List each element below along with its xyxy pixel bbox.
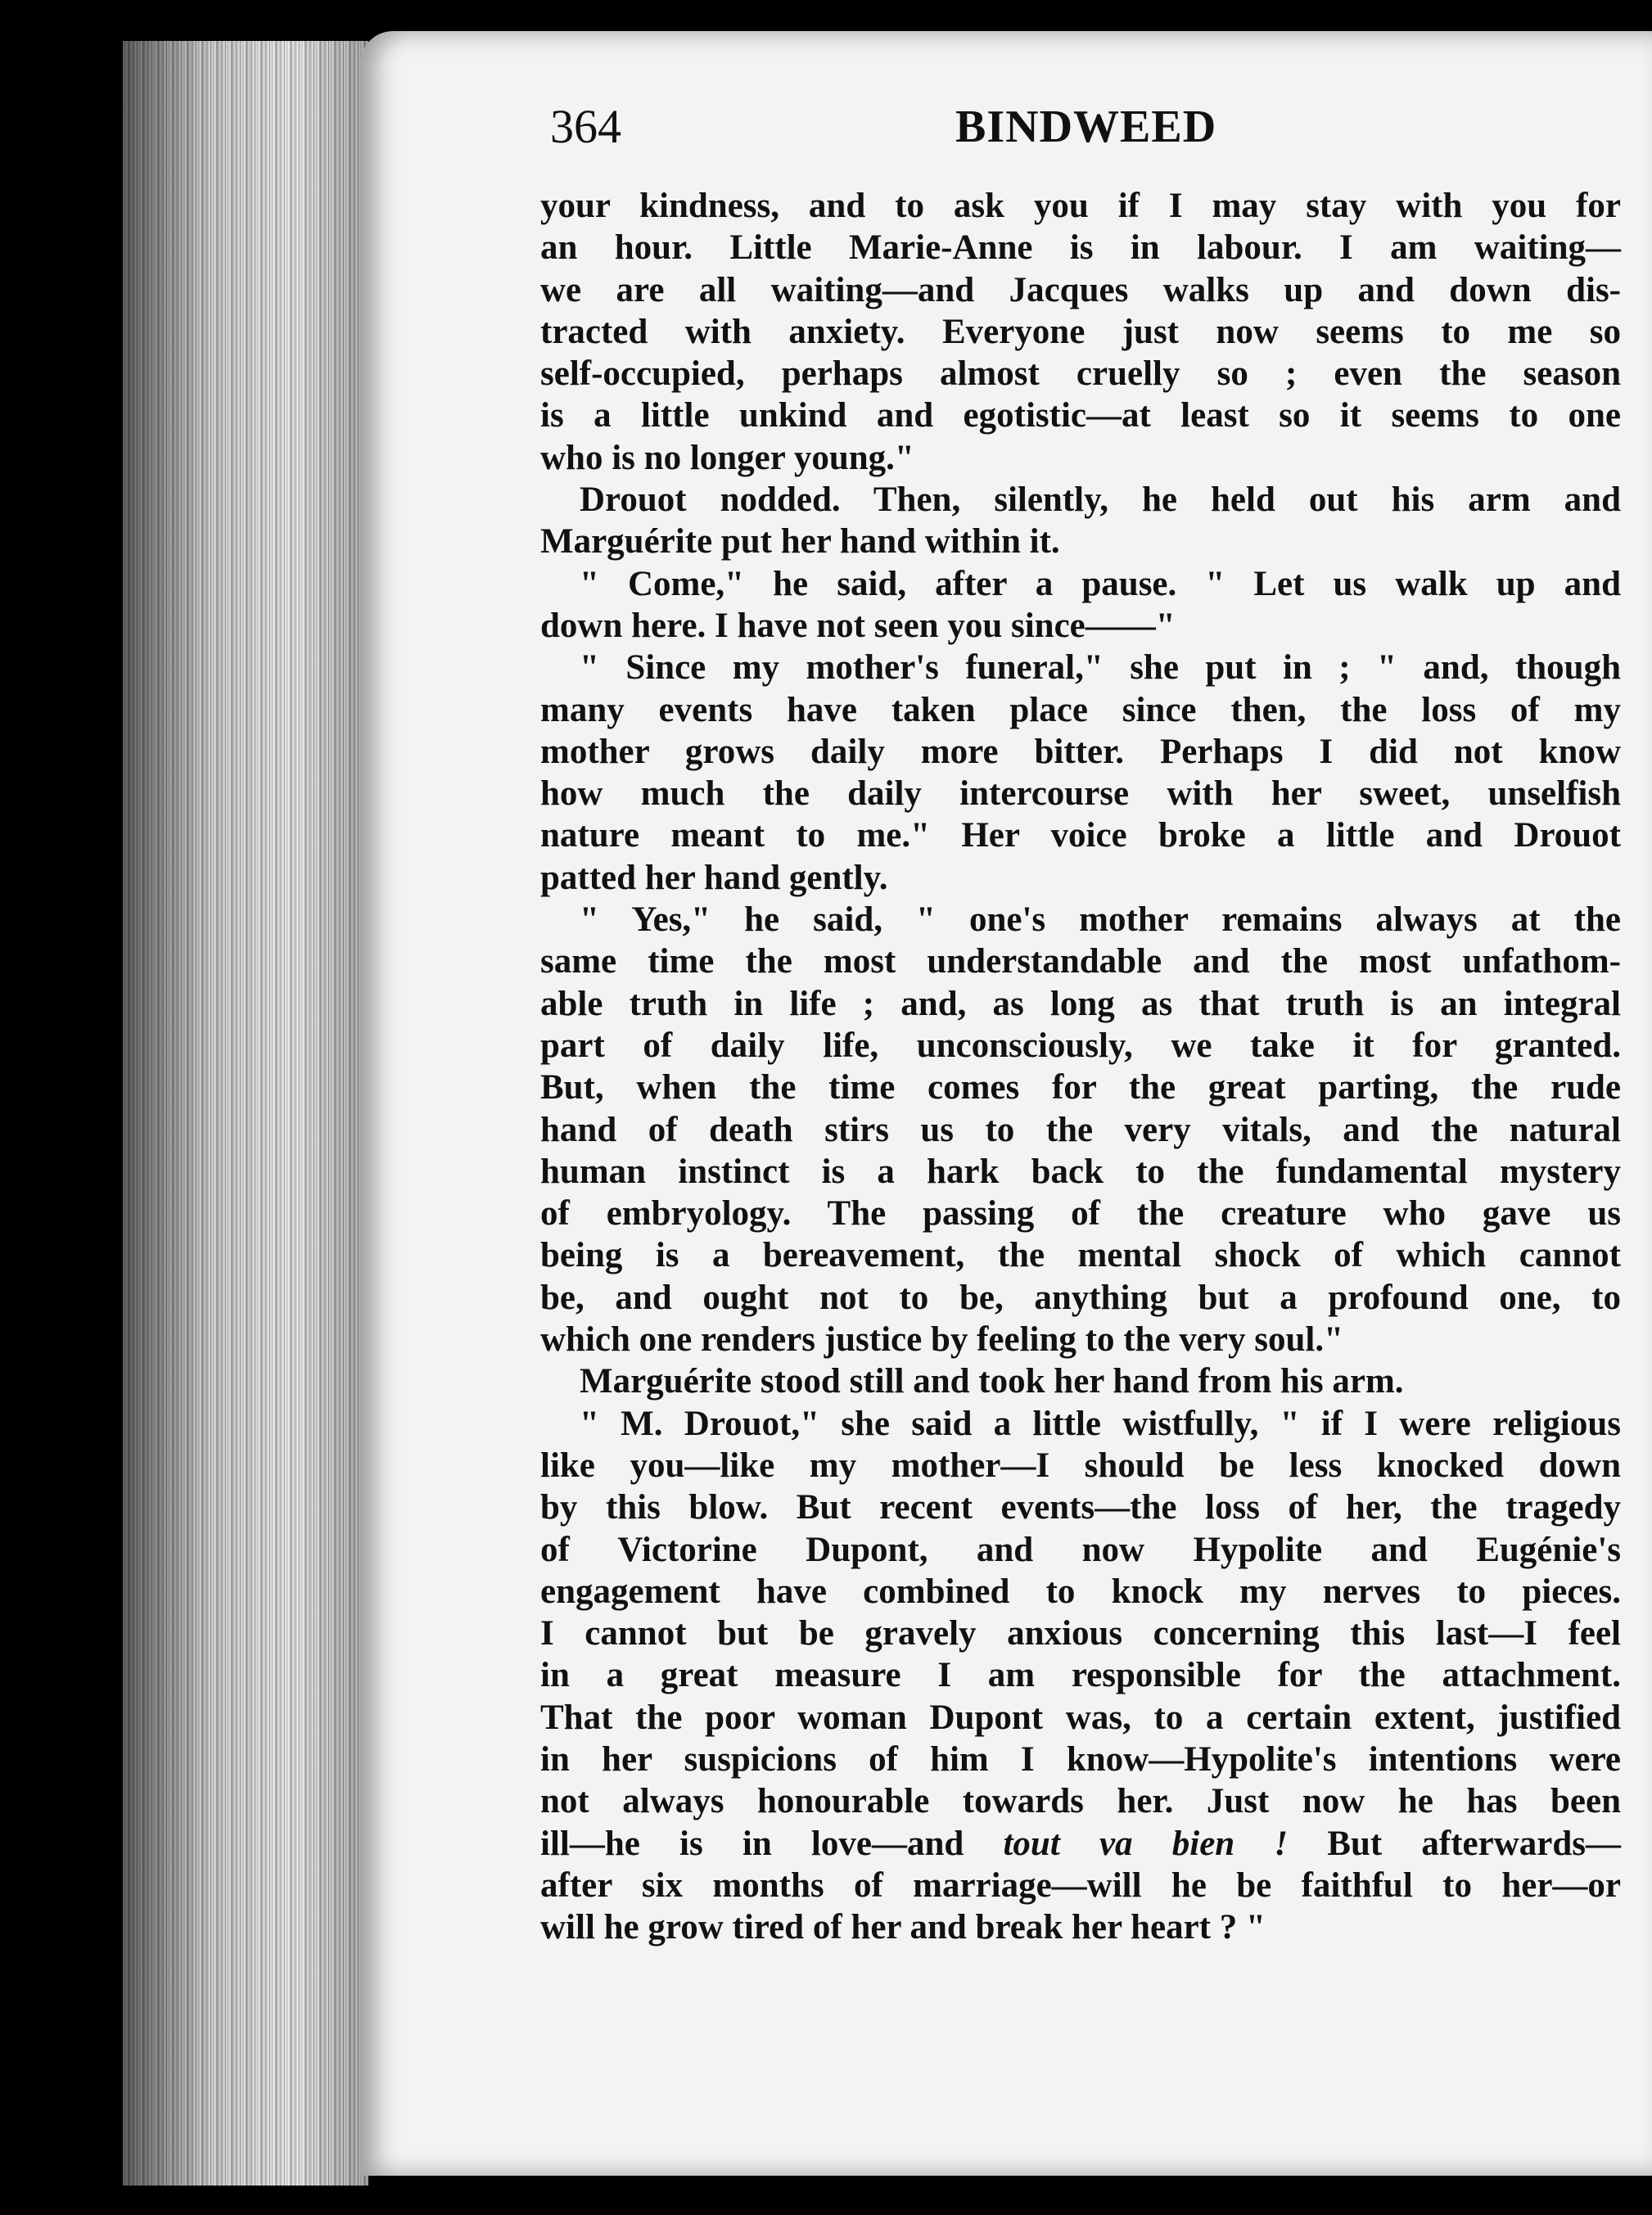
text-line: an hour. Little Marie-Anne is in labour. I am waiting— — [540, 228, 1621, 268]
text-line: who is no longer young." — [540, 438, 914, 477]
text-line: patted her hand gently. — [540, 858, 888, 897]
text-line: tracted with anxiety. Everyone just now seems to me so — [540, 312, 1621, 351]
text-line: self-occupied, perhaps almost cruelly so ; even the season — [540, 354, 1621, 394]
text-line: of embryology. The passing of the creature who gave us — [540, 1194, 1621, 1234]
text-line: part of daily life, unconsciously, we take it for granted. — [540, 1026, 1621, 1065]
text-line: after six months of marriage—will he be faithful to her—or — [540, 1865, 1621, 1905]
text-line: same time the most understandable and the most unfathom- — [540, 942, 1621, 981]
running-head — [550, 98, 1623, 156]
text-line: in her suspicions of him I know—Hypolite's intentions were — [540, 1739, 1621, 1779]
text-line: " M. Drouot," she said a little wistfully, " if I were religious — [580, 1404, 1621, 1443]
text-line: " Yes," he said, " one's mother remains always at the — [580, 900, 1621, 940]
text-segment: ill—he is in love—and — [540, 1824, 1004, 1863]
text-line: like you—like my mother—I should be less knocked down — [540, 1446, 1621, 1485]
text-line: engagement have combined to knock my nerves to pieces. — [540, 1572, 1621, 1611]
text-line: That the poor woman Dupont was, to a certain extent, justified — [540, 1698, 1621, 1737]
text-line: many events have taken place since then, the loss of my — [540, 690, 1621, 729]
text-line: we are all waiting—and Jacques walks up and down dis- — [540, 270, 1621, 309]
text-line: able truth in life ; and, as long as that truth is an integral — [540, 984, 1621, 1023]
text-line: mother grows daily more bitter. Perhaps I did not know — [540, 732, 1621, 771]
page-number: 364 — [550, 100, 621, 153]
text-line: Marguérite put her hand within it. — [540, 522, 1060, 562]
text-line: Drouot nodded. Then, silently, he held out his arm and — [580, 480, 1621, 520]
text-line: " Come," he said, after a pause. " Let us walk up and — [580, 564, 1621, 603]
text-line: how much the daily intercourse with her sweet, unselfish — [540, 774, 1621, 814]
italic-phrase: tout va bien ! — [1003, 1824, 1289, 1863]
text-line: of Victorine Dupont, and now Hypolite and Eugénie's — [540, 1530, 1621, 1569]
book-page-edges — [123, 41, 368, 2186]
text-line: hand of death stirs us to the very vitals, and the natural — [540, 1110, 1621, 1149]
text-line-mixed — [540, 1823, 1621, 1865]
text-line: be, and ought not to be, anything but a profound one, to — [540, 1278, 1621, 1317]
text-line: down here. I have not seen you since——" — [540, 606, 1176, 645]
text-line: is a little unkind and egotistic—at least so it seems to one — [540, 396, 1621, 435]
text-line: your kindness, and to ask you if I may stay with you for — [540, 187, 1621, 225]
book-title: BINDWEED — [955, 102, 1217, 152]
text-line: human instinct is a hark back to the fundamental mystery — [540, 1152, 1621, 1191]
text-line: I cannot but be gravely anxious concerning this last—I feel — [540, 1614, 1621, 1653]
text-line: But, when the time comes for the great parting, the rude — [540, 1068, 1621, 1108]
body-text — [540, 185, 1621, 1948]
text-line: by this blow. But recent events—the loss of her, the tragedy — [540, 1488, 1621, 1527]
text-line: Marguérite stood still and took her hand from his arm. — [580, 1362, 1404, 1401]
text-line: being is a bereavement, the mental shock of which cannot — [540, 1236, 1621, 1275]
text-line: which one renders justice by feeling to the very soul." — [540, 1320, 1343, 1360]
text-line: in a great measure I am responsible for the attachment. — [540, 1656, 1621, 1695]
text-line: nature meant to me." Her voice broke a little and Drouot — [540, 816, 1621, 855]
text-line: " Since my mother's funeral," she put in ; " and, though — [580, 648, 1621, 688]
text-line: not always honourable towards her. Just now he has been — [540, 1782, 1621, 1821]
text-line: will he grow tired of her and break her heart ? " — [540, 1908, 1266, 1947]
text-segment: But afterwards— — [1288, 1824, 1622, 1863]
